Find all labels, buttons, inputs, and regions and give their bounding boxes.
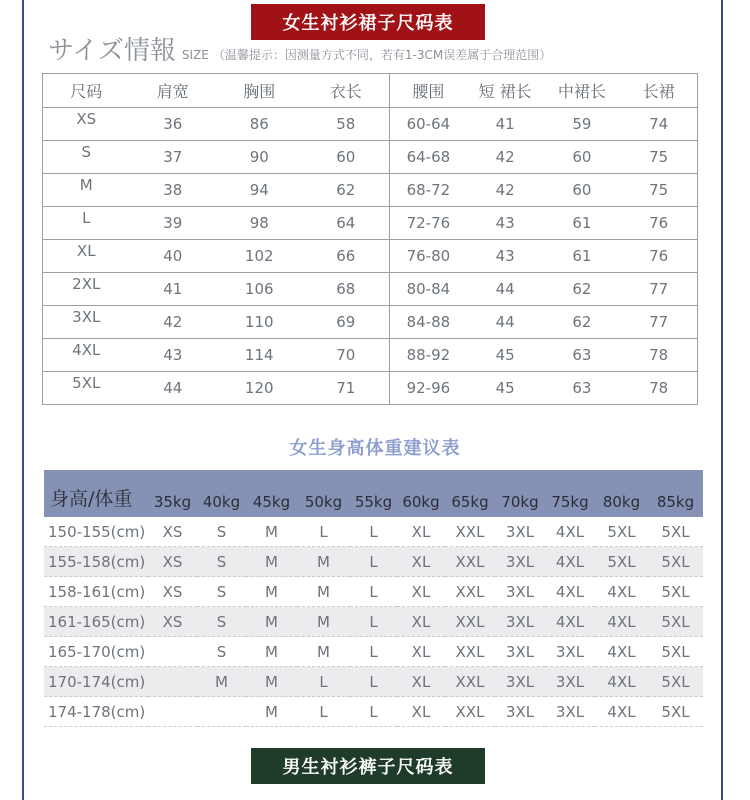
size-cell: 120 xyxy=(244,379,274,397)
size-row-left-cell xyxy=(43,339,390,372)
size-recommend-cell: L xyxy=(297,667,350,697)
size-recommend-cell: XL xyxy=(397,517,445,547)
size-cell: 88-92 xyxy=(406,346,451,364)
frame-left-line xyxy=(22,0,24,800)
size-cell: 69 xyxy=(336,313,356,331)
size-cell: XS xyxy=(76,110,97,128)
size-cell: 74 xyxy=(649,115,669,133)
size-row-right-cell xyxy=(390,339,698,372)
size-row-left-cell xyxy=(43,306,390,339)
recommend-row xyxy=(44,547,703,577)
size-recommend-cell: M xyxy=(297,637,350,667)
size-recommend-cell: XL xyxy=(397,667,445,697)
header-shoulder: 肩宽 xyxy=(156,82,189,101)
size-cell: 60 xyxy=(572,181,592,199)
size-cell: 43 xyxy=(163,346,183,364)
size-cell: 4XL xyxy=(72,341,101,359)
height-range-cell: 165-170(cm) xyxy=(44,637,148,667)
size-cell: 43 xyxy=(495,214,515,232)
size-cell: 68 xyxy=(336,280,356,298)
header-weight: 70kg xyxy=(495,470,545,517)
size-recommend-cell: 5XL xyxy=(648,607,703,637)
size-row-right-cell xyxy=(390,174,698,207)
size-cell: 42 xyxy=(495,181,515,199)
size-cell: 78 xyxy=(649,379,669,397)
header-weight: 35kg xyxy=(148,470,197,517)
size-recommend-cell: 4XL xyxy=(545,607,595,637)
recommend-row xyxy=(44,667,703,697)
size-recommend-cell: 5XL xyxy=(648,667,703,697)
size-cell: 2XL xyxy=(72,275,101,293)
size-recommend-cell: 4XL xyxy=(595,607,648,637)
size-recommend-cell: 4XL xyxy=(545,547,595,577)
size-cell: 41 xyxy=(163,280,183,298)
header-weight: 65kg xyxy=(445,470,495,517)
size-recommend-cell xyxy=(148,667,197,697)
recommend-row xyxy=(44,637,703,667)
size-recommend-cell: 3XL xyxy=(495,577,545,607)
size-recommend-cell: M xyxy=(246,607,297,637)
size-recommend-cell: 3XL xyxy=(495,697,545,727)
size-row-left-cell xyxy=(43,207,390,240)
size-cell: 44 xyxy=(495,313,515,331)
size-row-left-cell xyxy=(43,108,390,141)
header-weight: 55kg xyxy=(350,470,397,517)
size-cell: L xyxy=(82,209,91,227)
banner-title: 女生衬衫裙子尺码表 xyxy=(282,13,454,34)
size-recommend-cell: L xyxy=(350,637,397,667)
frame-right-line xyxy=(721,0,723,800)
header-bust: 胸围 xyxy=(243,82,276,101)
size-cell: 102 xyxy=(244,247,274,265)
recommend-row xyxy=(44,517,703,547)
size-cell: 60 xyxy=(336,148,356,166)
size-cell: 63 xyxy=(572,346,592,364)
header-weight: 85kg xyxy=(648,470,703,517)
size-recommend-cell: 5XL xyxy=(648,637,703,667)
size-recommend-cell: S xyxy=(197,577,246,607)
header-weight: 75kg xyxy=(545,470,595,517)
size-cell: 68-72 xyxy=(406,181,451,199)
size-cell: 72-76 xyxy=(406,214,451,232)
banner-title-men: 男生衬衫裤子尺码表 xyxy=(282,757,454,778)
size-recommend-cell: 5XL xyxy=(648,697,703,727)
size-recommend-cell: L xyxy=(297,517,350,547)
size-recommend-cell: XL xyxy=(397,577,445,607)
size-cell: 40 xyxy=(163,247,183,265)
header-waist: 腰围 xyxy=(412,82,445,101)
size-recommend-cell: XS xyxy=(148,517,197,547)
recommend-header-row xyxy=(44,470,703,517)
size-recommend-cell: 4XL xyxy=(595,577,648,607)
size-cell: 84-88 xyxy=(406,313,451,331)
size-recommend-cell: S xyxy=(197,517,246,547)
size-word: SIZE xyxy=(181,48,209,62)
size-chart-table xyxy=(42,73,698,405)
height-range-cell: 155-158(cm) xyxy=(44,547,148,577)
size-recommend-cell: L xyxy=(297,697,350,727)
header-weight: 60kg xyxy=(397,470,445,517)
recommend-row xyxy=(44,697,703,727)
size-recommend-cell: 5XL xyxy=(648,517,703,547)
height-range-cell: 158-161(cm) xyxy=(44,577,148,607)
size-recommend-cell: 5XL xyxy=(595,517,648,547)
size-cell: 62 xyxy=(336,181,356,199)
header-weight: 40kg xyxy=(197,470,246,517)
header-short-skirt: 短 裙长 xyxy=(478,82,532,101)
size-cell: S xyxy=(81,143,92,161)
size-row-right-cell xyxy=(390,240,698,273)
measurement-note: （温馨提示：因测量方式不同，若有1-3CM误差属于合理范围） xyxy=(212,48,552,62)
size-recommend-cell: 3XL xyxy=(545,667,595,697)
header-length: 衣长 xyxy=(329,82,362,101)
size-cell: 86 xyxy=(249,115,269,133)
size-recommend-cell: XXL xyxy=(445,547,495,577)
size-cell: 58 xyxy=(336,115,356,133)
size-table-header-row xyxy=(43,74,698,108)
size-recommend-cell: 3XL xyxy=(495,547,545,577)
size-recommend-cell xyxy=(148,697,197,727)
header-weight: 45kg xyxy=(246,470,297,517)
size-recommend-cell: 5XL xyxy=(648,577,703,607)
size-cell: M xyxy=(79,176,93,194)
size-recommend-cell: S xyxy=(197,547,246,577)
size-recommend-cell: M xyxy=(246,547,297,577)
size-cell: 60 xyxy=(572,148,592,166)
size-recommend-cell: M xyxy=(246,577,297,607)
size-recommend-cell: XL xyxy=(397,547,445,577)
size-recommend-cell: XS xyxy=(148,607,197,637)
size-recommend-cell: 3XL xyxy=(495,637,545,667)
size-table-row xyxy=(43,273,698,306)
size-recommend-cell: XXL xyxy=(445,607,495,637)
size-recommend-cell: 4XL xyxy=(545,517,595,547)
size-recommend-cell: 3XL xyxy=(495,607,545,637)
size-recommend-cell: 4XL xyxy=(595,697,648,727)
size-cell: 37 xyxy=(163,148,183,166)
size-table-row xyxy=(43,141,698,174)
size-cell: 36 xyxy=(163,115,183,133)
recommend-row xyxy=(44,607,703,637)
size-cell: 43 xyxy=(495,247,515,265)
recommend-title: 女生身高体重建议表 xyxy=(289,438,461,459)
size-table-row xyxy=(43,108,698,141)
size-cell: 60-64 xyxy=(406,115,451,133)
size-cell: 76 xyxy=(649,214,669,232)
size-cell: 77 xyxy=(649,313,669,331)
header-weight: 80kg xyxy=(595,470,648,517)
size-cell: 63 xyxy=(572,379,592,397)
size-cell: 62 xyxy=(572,280,592,298)
size-cell: 62 xyxy=(572,313,592,331)
size-recommend-cell: XL xyxy=(397,637,445,667)
size-cell: 44 xyxy=(495,280,515,298)
size-cell: 76 xyxy=(649,247,669,265)
size-info-header xyxy=(48,30,551,67)
size-table-row xyxy=(43,306,698,339)
height-weight-table xyxy=(44,470,703,727)
size-row-left-cell xyxy=(43,240,390,273)
size-cell: 80-84 xyxy=(406,280,451,298)
header-size: 尺码 xyxy=(70,82,103,101)
size-cell: 61 xyxy=(572,247,592,265)
size-cell: 77 xyxy=(649,280,669,298)
size-header-right xyxy=(390,74,698,108)
size-row-right-cell xyxy=(390,207,698,240)
size-cell: XL xyxy=(76,242,96,260)
size-recommend-cell: XS xyxy=(148,577,197,607)
size-recommend-cell: 3XL xyxy=(545,697,595,727)
size-recommend-cell: L xyxy=(350,517,397,547)
height-range-cell: 174-178(cm) xyxy=(44,697,148,727)
size-recommend-cell: M xyxy=(297,577,350,607)
size-recommend-cell: M xyxy=(197,667,246,697)
size-row-left-cell xyxy=(43,174,390,207)
size-cell: 61 xyxy=(572,214,592,232)
size-recommend-cell: M xyxy=(297,547,350,577)
size-cell: 5XL xyxy=(72,374,101,392)
size-cell: 59 xyxy=(572,115,592,133)
size-row-right-cell xyxy=(390,108,698,141)
size-recommend-cell: 4XL xyxy=(545,577,595,607)
size-recommend-cell: XXL xyxy=(445,667,495,697)
size-cell: 45 xyxy=(495,379,515,397)
size-recommend-cell: S xyxy=(197,607,246,637)
size-cell: 90 xyxy=(249,148,269,166)
height-range-cell: 150-155(cm) xyxy=(44,517,148,547)
size-cell: 71 xyxy=(336,379,356,397)
header-long-skirt: 长裙 xyxy=(642,82,675,101)
size-recommend-cell: XXL xyxy=(445,577,495,607)
size-cell: 98 xyxy=(249,214,269,232)
header-mid-skirt: 中裙长 xyxy=(557,82,606,101)
size-cell: 66 xyxy=(336,247,356,265)
size-table-row xyxy=(43,240,698,273)
size-cell: 42 xyxy=(495,148,515,166)
size-cell: 92-96 xyxy=(406,379,451,397)
size-recommend-cell: XL xyxy=(397,607,445,637)
size-recommend-cell: XXL xyxy=(445,517,495,547)
size-recommend-cell: L xyxy=(350,607,397,637)
banner-men-size-chart xyxy=(251,748,485,784)
size-cell: 75 xyxy=(649,148,669,166)
size-cell: 94 xyxy=(249,181,269,199)
size-cell: 70 xyxy=(336,346,356,364)
header-weight: 50kg xyxy=(297,470,350,517)
size-cell: 38 xyxy=(163,181,183,199)
size-row-left-cell xyxy=(43,141,390,174)
size-recommend-cell xyxy=(148,637,197,667)
size-info-title: サイズ情報 xyxy=(48,36,176,66)
size-recommend-cell: XL xyxy=(397,697,445,727)
size-cell: 45 xyxy=(495,346,515,364)
size-recommend-cell xyxy=(197,697,246,727)
size-recommend-cell: 3XL xyxy=(495,517,545,547)
size-recommend-cell: XXL xyxy=(445,697,495,727)
size-recommend-cell: L xyxy=(350,667,397,697)
height-range-cell: 161-165(cm) xyxy=(44,607,148,637)
size-row-right-cell xyxy=(390,273,698,306)
size-cell: 110 xyxy=(244,313,274,331)
size-cell: 64 xyxy=(336,214,356,232)
size-recommend-cell: M xyxy=(297,607,350,637)
size-recommend-cell: S xyxy=(197,637,246,667)
size-row-left-cell xyxy=(43,273,390,306)
size-recommend-cell: 3XL xyxy=(545,637,595,667)
size-recommend-cell: 5XL xyxy=(648,547,703,577)
size-cell: 44 xyxy=(163,379,183,397)
size-table-row xyxy=(43,207,698,240)
size-cell: 64-68 xyxy=(406,148,451,166)
size-cell: 41 xyxy=(495,115,515,133)
size-recommend-cell: 5XL xyxy=(595,547,648,577)
size-recommend-cell: M xyxy=(246,637,297,667)
size-cell: 39 xyxy=(163,214,183,232)
size-table-row xyxy=(43,174,698,207)
size-cell: 42 xyxy=(163,313,183,331)
size-cell: 106 xyxy=(244,280,274,298)
size-recommend-cell: L xyxy=(350,547,397,577)
size-recommend-cell: M xyxy=(246,667,297,697)
size-recommend-cell: XS xyxy=(148,547,197,577)
size-recommend-cell: L xyxy=(350,577,397,607)
size-cell: 75 xyxy=(649,181,669,199)
size-cell: 114 xyxy=(244,346,274,364)
size-cell: 3XL xyxy=(72,308,101,326)
size-recommend-cell: 4XL xyxy=(595,667,648,697)
size-table-row xyxy=(43,372,698,405)
size-table-row xyxy=(43,339,698,372)
size-recommend-cell: 3XL xyxy=(495,667,545,697)
size-header-left xyxy=(43,74,390,108)
size-recommend-cell: L xyxy=(350,697,397,727)
header-height-weight: 身高/体重 xyxy=(44,470,148,517)
size-cell: 78 xyxy=(649,346,669,364)
size-cell: 76-80 xyxy=(406,247,451,265)
size-row-right-cell xyxy=(390,141,698,174)
size-recommend-cell: 4XL xyxy=(595,637,648,667)
size-recommend-cell: M xyxy=(246,517,297,547)
size-row-right-cell xyxy=(390,372,698,405)
size-row-left-cell xyxy=(43,372,390,405)
height-range-cell: 170-174(cm) xyxy=(44,667,148,697)
recommend-row xyxy=(44,577,703,607)
size-recommend-cell: XXL xyxy=(445,637,495,667)
size-row-right-cell xyxy=(390,306,698,339)
size-recommend-cell: M xyxy=(246,697,297,727)
